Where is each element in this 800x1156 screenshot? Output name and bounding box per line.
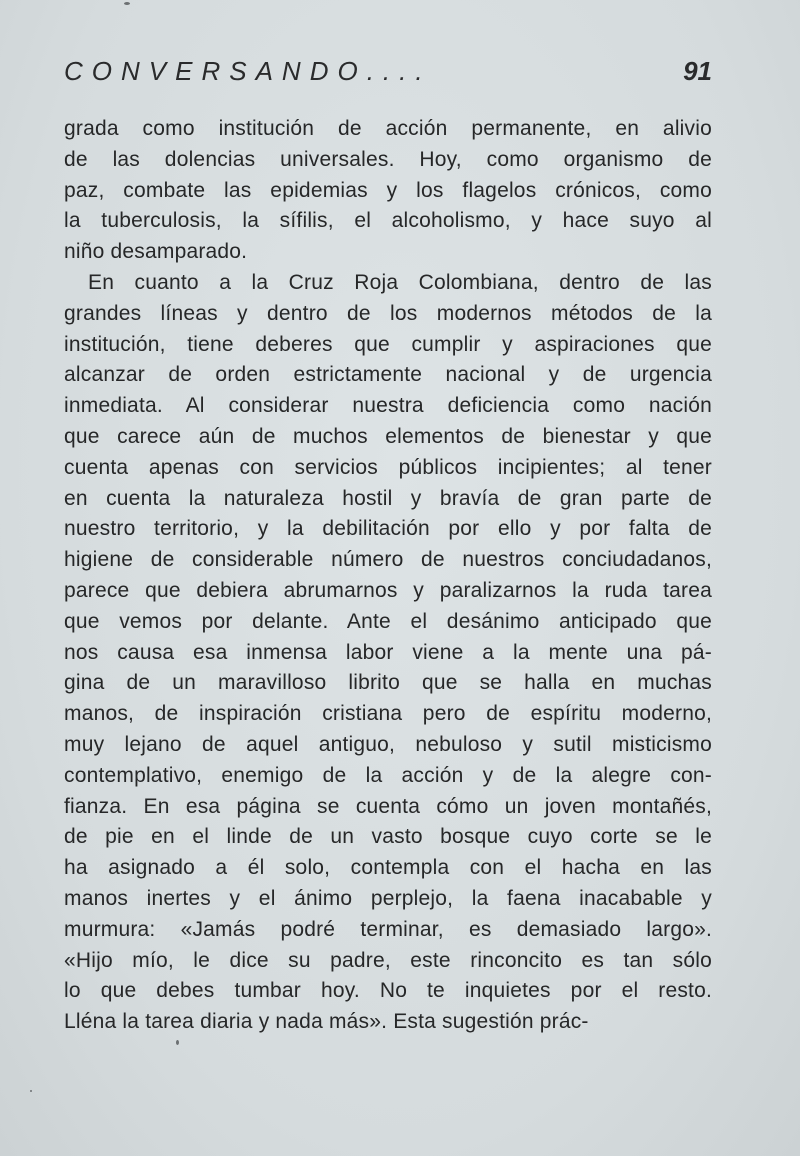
- text-line: inmediata. Al considerar nuestra deficiencia como nación: [64, 394, 712, 418]
- text-line: nos causa esa inmensa labor viene a la mente una pá-: [64, 640, 712, 664]
- text-line: manos inertes y el ánimo perplejo, la faena inacabable y: [64, 886, 712, 910]
- text-line: lo que debes tumbar hoy. No te inquietes por el resto.: [64, 979, 712, 1003]
- text-line: grandes líneas y dentro de los modernos métodos de la: [64, 301, 712, 325]
- text-line: que vemos por delante. Ante el desánimo anticipado que: [64, 609, 712, 633]
- text-line: En cuanto a la Cruz Roja Colombiana, dentro de las: [88, 270, 712, 294]
- text-line: de las dolencias universales. Hoy, como organismo de: [64, 147, 712, 171]
- text-line: murmura: «Jamás podré terminar, es demasiado largo».: [64, 917, 712, 941]
- text-line: niño desamparado.: [64, 240, 248, 264]
- text-line: «Hijo mío, le dice su padre, este rinconcito es tan sólo: [64, 948, 712, 972]
- text-line: fianza. En esa página se cuenta cómo un joven montañés,: [64, 794, 712, 818]
- text-line: alcanzar de orden estrictamente nacional y de urgencia: [64, 363, 712, 387]
- paper-speck: [176, 1040, 179, 1045]
- text-line: muy lejano de aquel antiguo, nebuloso y sutil misticismo: [64, 732, 712, 756]
- text-line: ha asignado a él solo, contempla con el hacha en las: [64, 856, 712, 880]
- text-line: nuestro territorio, y la debilitación por ello y por falta de: [64, 517, 712, 541]
- body-text: [64, 114, 712, 1038]
- text-line: Lléna la tarea diaria y nada más». Esta sugestión prác-: [64, 1010, 589, 1034]
- running-title: CONVERSANDO....: [64, 56, 432, 86]
- text-line: la tuberculosis, la sífilis, el alcoholismo, y hace suyo al: [64, 209, 712, 233]
- text-line: que carece aún de muchos elementos de bienestar y que: [64, 424, 712, 448]
- text-line: institución, tiene deberes que cumplir y aspiraciones que: [64, 332, 712, 356]
- text-line: cuenta apenas con servicios públicos incipientes; al tener: [64, 455, 712, 479]
- text-line: grada como institución de acción permanente, en alivio: [64, 117, 712, 140]
- text-line: contemplativo, enemigo de la acción y de la alegre con-: [64, 763, 712, 787]
- page-number: 91: [683, 56, 712, 86]
- text-line: en cuenta la naturaleza hostil y bravía de gran parte de: [64, 486, 712, 510]
- page-header: [64, 56, 712, 96]
- paper-speck: [30, 1090, 32, 1092]
- text-line: de pie en el linde de un vasto bosque cuyo corte se le: [64, 825, 712, 849]
- text-line: parece que debiera abrumarnos y paralizarnos la ruda tarea: [64, 578, 712, 602]
- text-line: manos, de inspiración cristiana pero de espíritu moderno,: [64, 702, 712, 726]
- text-line: higiene de considerable número de nuestros conciudadanos,: [64, 548, 712, 572]
- paper-speck: [124, 2, 130, 5]
- text-line: paz, combate las epidemias y los flagelos crónicos, como: [64, 178, 712, 202]
- text-line: gina de un maravilloso librito que se halla en muchas: [64, 671, 712, 695]
